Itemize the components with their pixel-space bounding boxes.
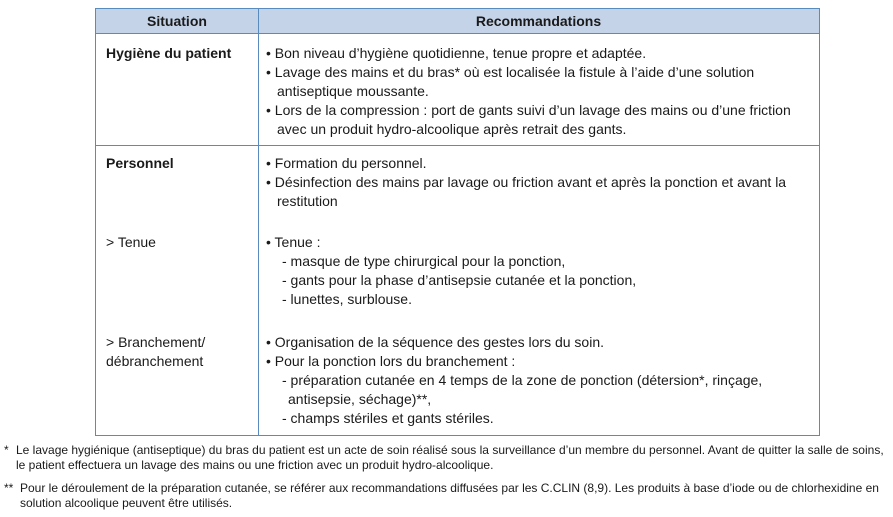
footnote-text: Le lavage hygiénique (antiseptique) du bras du patient est un acte de soin réalisé sous la surveillance d’un membre du personnel. Avant de quitter la salle de soins, le patient effectuera un lavage des mains ou une friction avec un produit hydro-alcoolique. [16,443,884,472]
footnote-1 [4,443,890,473]
sub-item: - préparation cutanée en 4 temps de la zone de ponction (détersion*, rinçage, antisepsie, séchage)**, [282,372,763,407]
sub-item: - gants pour la phase d’antisepsie cutanée et la ponction, [282,272,637,288]
row-label-hygiene: Hygiène du patient [106,45,232,61]
row-label-personnel: Personnel [106,155,174,171]
footnote-mark: ** [4,481,14,495]
row-content-branchement [266,333,816,428]
list-item: • Lors de la compression : port de gants suivi d’un lavage des mains ou d’une friction avec un produit hydro-alcoolique après retrait des gants. [266,102,791,137]
row-label-tenue: > Tenue [106,234,156,250]
row-content-personnel [266,154,816,211]
list-item: • Lavage des mains et du bras* où est localisée la fistule à l’aide d’une solution antiseptique moussante. [266,64,755,99]
list-item: • Organisation de la séquence des gestes lors du soin. [266,334,605,350]
footnote-text: Pour le déroulement de la préparation cutanée, se référer aux recommandations diffusées par les C.CLIN (8,9). Les produits à base d’iode ou de chlorhexidine en solution alcoolique peuvent être utilisés. [20,481,879,510]
footnote-2 [4,481,890,511]
list-item: • Désinfection des mains par lavage ou friction avant et après la ponction et avant la restitution [266,174,787,209]
sub-item: - champs stériles et gants stériles. [282,410,494,426]
row-content-tenue [266,233,816,309]
table-header [96,8,819,34]
list-item: • Bon niveau d’hygiène quotidienne, tenue propre et adaptée. [266,45,647,61]
column-divider [258,8,259,435]
row-content-hygiene [266,44,816,139]
row-divider [96,145,819,146]
recommendations-table [95,8,820,436]
row-label-line: > Branchement/ [106,334,206,350]
row-label-line: débranchement [106,353,204,369]
sub-item: - masque de type chirurgical pour la ponction, [282,253,566,269]
header-situation: Situation [147,13,207,29]
footnote-mark: * [4,443,9,457]
list-item: • Formation du personnel. [266,155,427,171]
row-label-branchement [106,333,205,371]
list-item: • Pour la ponction lors du branchement : [266,353,516,369]
list-item: • Tenue : [266,234,321,250]
sub-item: - lunettes, surblouse. [282,291,412,307]
header-recommandations: Recommandations [475,13,602,29]
